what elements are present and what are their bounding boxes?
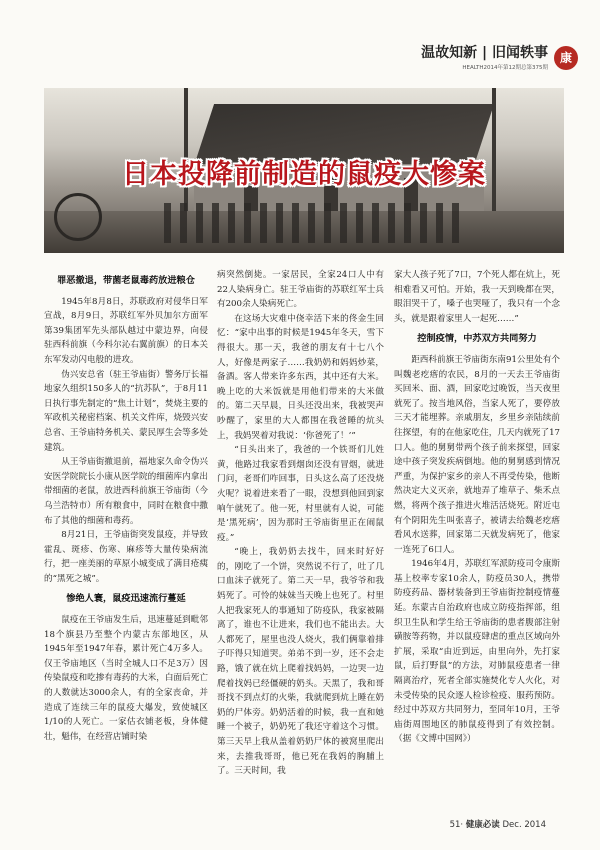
- paragraph: 鼠疫在王爷庙发生后，迅速蔓延到毗邻18个旗县乃至整个内蒙古东部地区，从1945年至1947年春，累计死亡4万多人。仅王爷庙地区（当时全城人口不足3万）因传染鼠疫和吃掺有毒药的大米，白面后死亡的人数就达3000余人，有的全家丧命，并造成了连续三年的鼠疫大爆发，致使城区1/10的人死亡。一家估衣铺老板，身体健壮，魁伟，在经营店铺时染: [44, 615, 208, 742]
- magazine-logo: 康: [554, 46, 578, 70]
- column-title: 温故知新 | 旧闻轶事: [421, 45, 548, 61]
- issue-line: HEALTH2014年第12期总第375期: [462, 65, 548, 71]
- paragraph: 病突然倒毙。一家居民，全家24口人中有22人染病身亡。驻王爷庙街的苏联红军士兵有200余人染病死亡。: [217, 270, 384, 310]
- page-footer: [450, 818, 546, 830]
- paragraph: 1945年8月8日，苏联政府对侵华日军宣战，8月9日，苏联红军外贝加尔方面军第39集团军先头部队越过中蒙边界，向侵驻西科前旗（今科尔沁右翼前旗）的日本关东军发动闪电般的进攻。: [44, 296, 208, 365]
- paragraph: 1946年4月，苏联红军派防疫司令康斯基上校率专家10余人，防疫员30人，携带防疫药品、器材装备到王爷庙街控制疫情蔓延。东蒙古自治政府也成立防疫指挥部，组织卫生队和学生给王爷庙街的患者腹部注射磺胺等药物，并以鼠疫肆虐的重点区域向外扩展，采取“由近到远，由里向外，先打家鼠，后打野鼠”的方法，对肺鼠疫患者一律隔离治疗，死者全部实施焚化专人火化，对未受传染的民众逐人检诊检疫、服药预防。经过中苏双方共同努力，至同年10月，王爷庙街周围地区的肺鼠疫得到了有效控制。（据《文博中国网》）: [394, 559, 560, 745]
- paragraph: 从王爷庙街撤退前，福地家久命令伪兴安医学院院长小康从医学院的细菌库内拿出带细菌的老鼠，放进西科前旗王爷庙街（今乌兰浩特市）所有粮食中，同时在粮食中撒布了其他的细菌和毒药。: [44, 457, 208, 526]
- column-2: [217, 268, 384, 779]
- page-number: 51·: [449, 820, 464, 830]
- paragraph: 8月21日，王爷庙街突发鼠疫，并导致霍乱、斑疹、伤寒、麻疹等大量传染病流行，把一座美丽的草原小城变成了满目疮痍的“黑死之城”。: [44, 530, 208, 584]
- column-header: [421, 42, 548, 71]
- issue-date: Dec. 2014: [502, 820, 546, 830]
- column-1: [44, 268, 208, 744]
- magazine-name: 健康必读: [465, 820, 500, 830]
- paragraph: 伪兴安总省（驻王爷庙街）警务厅长福地家久组织150多人的“抗苏队”，于8月11日执行事先制定的“焦土计划”，焚烧主要的军政机关秘密档案、机关文件库，烧毁兴安总省、王爷庙特务机关、蒙民厚生会等多处建筑。: [44, 369, 208, 453]
- article-title: 日本投降前制造的鼠疫大惨案: [122, 159, 486, 190]
- section-heading-2: 惨绝人寰，鼠疫迅速流行蔓延: [66, 593, 186, 605]
- photo-people: [164, 203, 464, 243]
- section-heading-1: 罪恶撤退，带菌老鼠毒药放进粮仓: [57, 275, 195, 286]
- photo-cart-wheel: [54, 193, 102, 241]
- paragraph: 在这场大灾难中侥幸活下来的佟金生回忆：“家中出事的时候是1945年冬天，雪下得很大。那一天，我爸的朋友有十七八个人，好像是两家子……我奶奶和妈妈炒菜，备酒。客人带来许多东西，其中还有大米。晚上吃的大米饭就是用他们带来的大米做的。第二天早晨，日头还没出来，我被哭声吵醒了，家里的大人都围在我爸睡的炕头上，我妈哭着对我说：‘你爸死了！’”: [217, 313, 384, 441]
- article-photo: [44, 88, 564, 253]
- paragraph: “晚上，我奶奶去找牛，回来时好好的，刚吃了一个饼，突然说不行了，吐了几口血沫子就死了。第二天一早，我爷爷和我妈死了。可怜的妹妹当天晚上也死了。村里人把我家死人的事通知了防疫队，我家被隔离了，谁也不让进来，我们也不能出去。大人都死了，屋里也没人烧火，我们俩靠着排子吓得只知道哭。弟弟不到一岁，还不会走路，饿了就在炕上爬着找妈妈，一边哭一边爬着找妈已经僵硬的奶头。天黑了，我和哥哥找不到点灯的火柴，我就爬到炕上睡在奶奶的尸体旁。奶奶活着的时候，我一直和她睡一个被子，奶奶死了我还守着这个习惯。第三天早上我从盖着奶奶尸体的被窝里爬出来，去推我哥哥，他已死在我妈的胸脯上了。三天时间，我: [217, 547, 384, 777]
- section-heading-3: 控制疫情，中苏双方共同努力: [417, 333, 537, 345]
- column-3: [394, 268, 560, 747]
- paragraph: 距西科前旗王爷庙街东南91公里处有个叫魏老疙瘩的农民，8月的一天去王爷庙街买回米、面、酒，回家吃过晚饭，当天夜里就死了。按当地风俗，当家人死了，要停放三天才能埋葬。亲戚朋友，乡里乡亲陆续前往探望，有的在他家吃住，几天内就死了17口人。他的舅舅带两个孩子前来探望，回家途中孩子突发疾病倒地。他的舅舅感到情况严重，为保护家乡的亲人不再受传染，他断然决定大义灭亲，就地弄了堆草子、柴禾点燃，将两个孩子推进火堆活活烧死。附近屯有个阴阳先生叫张喜子，被请去给魏老疙瘩看风水送葬，回家第二天就发病死了，他家一连死了6口人。: [394, 354, 560, 555]
- paragraph: 家大人孩子死了7口，7个死人都在炕上，死相难看又可怕。开始，我一天到晚都在哭，眼泪哭干了，嗓子也哭哑了，我只有一个念头，就是跟着家里人一起死……”: [394, 270, 560, 324]
- paragraph: “日头出来了，我爸的一个铁哥们儿姓黄，他路过我家看到烟囱还没有冒烟，就进门问，老哥们咋回事，日头这么高了还没烧火呢？说着进来看了一眼，没想到他回到家响午就死了。他一死，村里就有人说，可能是‘黑死病’，因为那时王爷庙街里正在闹鼠疫。”: [217, 445, 384, 543]
